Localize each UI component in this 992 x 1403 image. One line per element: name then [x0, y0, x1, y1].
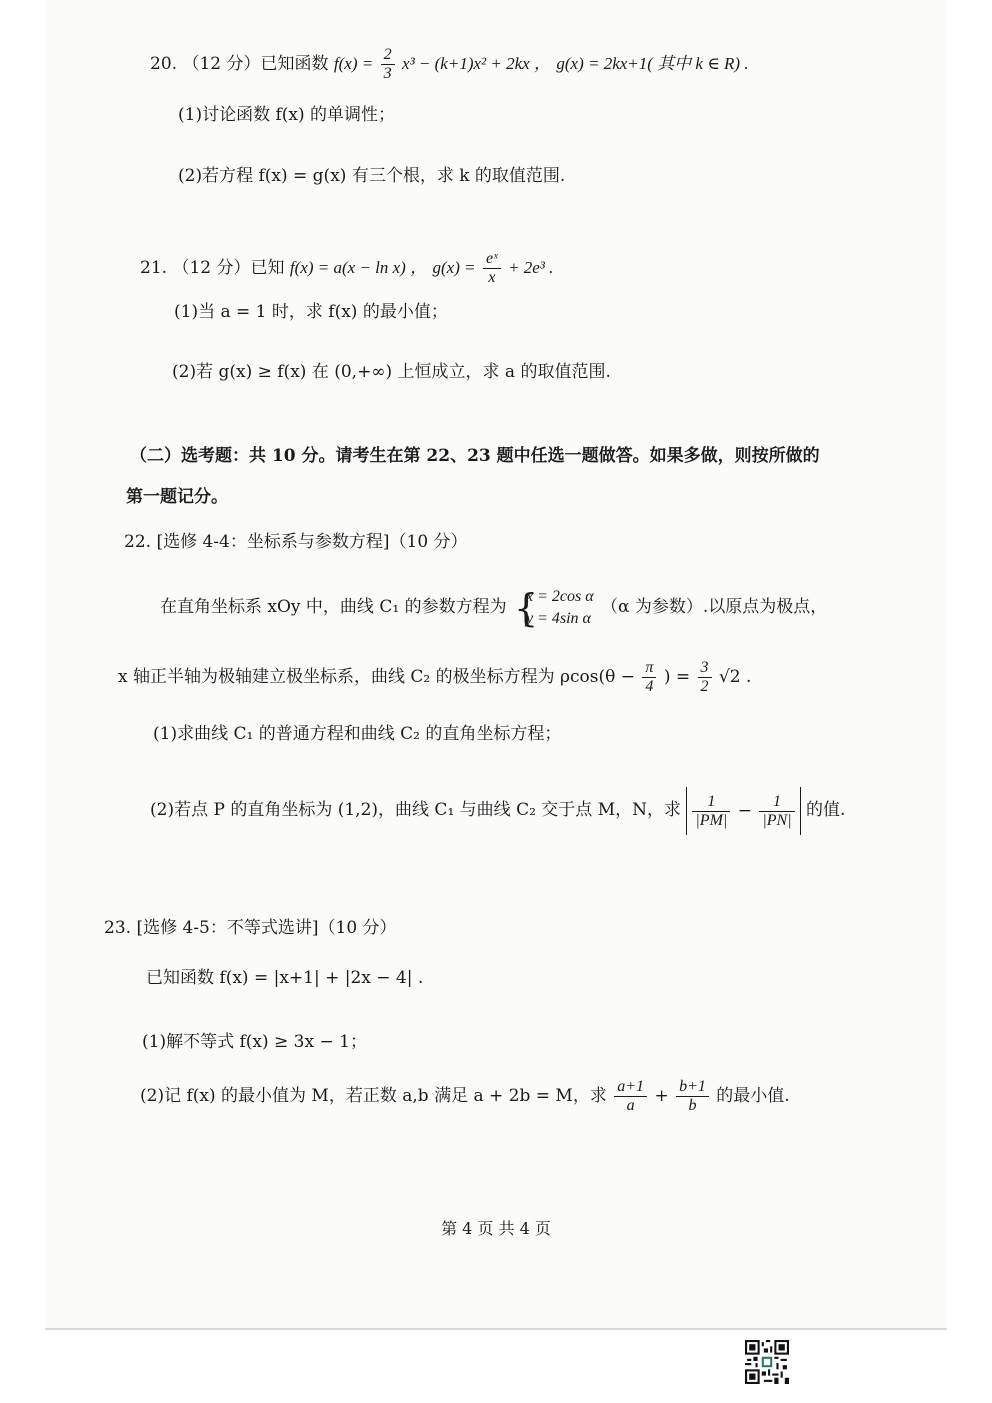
- q22-abs-den2: |PN|: [762, 811, 792, 829]
- q21-stem: [140, 250, 553, 287]
- q23-intro: 已知函数 f(x) = |x+1| + |2x − 4| .: [146, 968, 424, 988]
- q23-title: [选修 4-5：不等式选讲]（10 分）: [136, 918, 397, 938]
- q21-intro: 已知: [250, 258, 285, 278]
- q23-f2-den: b: [688, 1097, 697, 1114]
- q23-f2-num: b+1: [676, 1078, 709, 1097]
- q20-f-lhs: f(x) =: [333, 54, 374, 73]
- q22-abs-num1: 1: [692, 793, 730, 812]
- q23-f1-num: a+1: [614, 1078, 647, 1097]
- q22-title: [选修 4-4：坐标系与参数方程]（10 分）: [156, 532, 468, 552]
- q23-heading: [104, 916, 397, 940]
- q23-part2-a: (2)记 f(x) 的最小值为 M，若正数 a,b 满足 a + 2b = M，求: [140, 1086, 607, 1106]
- q23-f1-den: a: [626, 1097, 635, 1114]
- q22-part2: [150, 786, 845, 835]
- q22-ratio-fraction: [698, 659, 712, 696]
- q22-stem-line1: [160, 583, 827, 631]
- q22-abs-expression: [686, 787, 800, 835]
- q20-number: 20.: [150, 54, 178, 74]
- q21-fraction: [483, 250, 501, 287]
- q21-f-def: f(x) = a(x − ln x) ，: [289, 258, 428, 277]
- section2-instruction-line1: （二）选考题：共 10 分。请考生在第 22、23 题中任选一题做答。如果多做，则按所做的: [130, 446, 820, 466]
- q22-number: 22.: [124, 532, 152, 552]
- q21-points: （12 分）: [172, 258, 251, 278]
- q22-abs-num2: 1: [759, 793, 794, 812]
- q22-r-num: 3: [698, 659, 712, 678]
- left-brace-icon: {: [513, 585, 539, 630]
- q21-part2: (2)若 g(x) ≥ f(x) 在 (0,+∞) 上恒成立，求 a 的取值范围.: [172, 362, 611, 382]
- q23-part2-b: 的最小值.: [716, 1086, 790, 1106]
- q23-frac1: [614, 1078, 647, 1115]
- q22-abs-den1: |PM|: [695, 811, 728, 829]
- q22-eq-x: x = 2cos α: [525, 587, 594, 605]
- q21-frac-den: x: [488, 269, 496, 286]
- q23-frac2: [676, 1078, 709, 1115]
- q22-pi-num: π: [642, 659, 656, 678]
- q23-number: 23.: [104, 918, 132, 938]
- q22-text-e: √2 .: [718, 667, 752, 687]
- q22-r-den: 2: [700, 678, 709, 695]
- q22-text-c: x 轴正半轴为极轴建立极坐标系，曲线 C₂ 的极坐标方程为 ρcos(θ −: [118, 667, 636, 687]
- q22-text-d: ) =: [663, 667, 691, 687]
- q23-plus: +: [654, 1086, 669, 1106]
- q20-intro: 已知函数: [260, 54, 329, 74]
- q20-part2: (2)若方程 f(x) = g(x) 有三个根，求 k 的取值范围.: [178, 166, 566, 186]
- q20-frac-num: 2: [381, 46, 395, 65]
- q22-part2-a: (2)若点 P 的直角坐标为 (1,2)，曲线 C₁ 与曲线 C₂ 交于点 M，N，求: [150, 800, 681, 820]
- q20-points: （12 分）: [182, 54, 261, 74]
- q22-parametric-system: [514, 586, 594, 630]
- q20-fraction: [381, 46, 395, 83]
- q22-abs-frac2: [759, 793, 794, 830]
- q21-number: 21.: [140, 258, 168, 278]
- q21-g-lhs: g(x) =: [432, 258, 476, 277]
- page-number-footer: 第 4 页 共 4 页: [441, 1219, 551, 1238]
- q22-pi-den: 4: [645, 678, 654, 695]
- q20-frac-den: 3: [383, 65, 392, 82]
- q22-text-b: （α 为参数）.以原点为极点，: [601, 597, 828, 617]
- q22-stem-line2: [118, 655, 751, 699]
- qr-code-icon: [745, 1340, 789, 1384]
- q22-part1: (1)求曲线 C₁ 的普通方程和曲线 C₂ 的直角坐标方程；: [153, 724, 562, 744]
- section2-instruction-line2: 第一题记分。: [126, 487, 228, 507]
- q21-frac-num: eˣ: [483, 250, 501, 269]
- q20-f-rhs: x³ − (k+1)x² + 2kx ，: [402, 54, 551, 73]
- q21-g-rhs: + 2e³ .: [508, 258, 554, 277]
- q22-text-a: 在直角坐标系 xOy 中，曲线 C₁ 的参数方程为: [160, 597, 507, 617]
- q20-g-def: g(x) = 2kx+1( 其中 k ∈ R) .: [556, 54, 749, 73]
- q22-pi-fraction: [642, 659, 656, 696]
- q22-abs-frac1: [692, 793, 730, 830]
- q20-part1: (1)讨论函数 f(x) 的单调性；: [178, 105, 396, 125]
- q22-part2-b: 的值.: [806, 800, 846, 820]
- q21-part1: (1)当 a = 1 时，求 f(x) 的最小值；: [174, 302, 448, 322]
- q20-stem: [150, 46, 749, 83]
- q23-part1: (1)解不等式 f(x) ≥ 3x − 1；: [142, 1032, 367, 1052]
- q22-eq-y: y = 4sin α: [525, 609, 591, 627]
- q23-part2: [140, 1072, 790, 1120]
- q22-minus: −: [737, 800, 752, 821]
- q22-heading: [124, 530, 468, 554]
